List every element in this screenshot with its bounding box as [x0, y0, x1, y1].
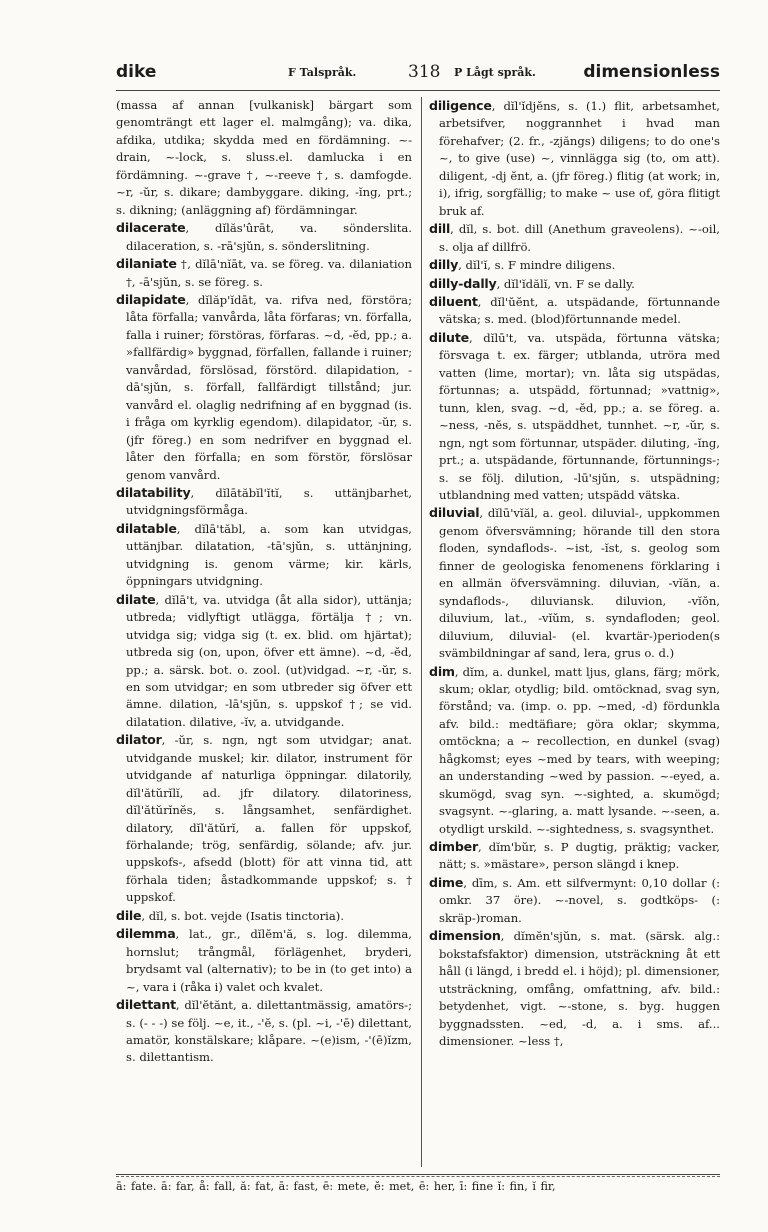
- header-rule: [116, 90, 720, 91]
- entry-headword: dill: [429, 221, 451, 237]
- entry-headword: dilatability: [116, 484, 191, 500]
- entry-diligence: diligence, dĭl'ĭdjĕns, s. (1.) flit, arbetsamhet, arbetsifver, noggrannhet i hvad man förehafver; (2. fr., -zjăngs) diligens; to do one's ~, to give (use) ~, vinnlägga sig (to, om att). diligent, -dj ĕnt, a. (jfr föreg.) flitig (at work; in, i), ifrig, sorgfällig; to make ~ use of, göra flitigt bruk af.: [429, 98, 720, 218]
- entry-headword: dime: [429, 874, 464, 890]
- entry-headword: dile: [116, 907, 142, 923]
- entry-headword: dilacerate: [116, 220, 186, 236]
- entry-headword: diluvial: [429, 505, 480, 521]
- entry-dilute: dilute, dĭlū't, va. utspäda, förtunna vätska; försvaga t. ex. färger; utblanda, utröra med vatten (lime, mortar); vn. låta sig utspädas, förtunnas; a. utspädd, förtunnad; »vattnig», tunn, klen, svag. ~d, -ĕd, pp.; a. se föreg. a. ~ness, -nĕs, s. utspäddhet, tunnhet. ~r, -ŭr, s. ngn, ngt som förtunnar, utspäder. diluting, -ĭng, prt.; a. utspädande, förtunnande, förtunnings-; s. se följ. dilution, -lū'sjŭn, s. utspädning; utblandning med vatten; utspädd vätska.: [429, 329, 720, 502]
- entry-headword: dilate: [116, 591, 156, 607]
- entry-headword: dim: [429, 663, 455, 679]
- pronunciation-key: ā: fate. ā: far, å: fall, ă: fat, ā: fast, ē: mete, ĕ: met, ē: her, ī: fine ĭ: fin, ĭ fir,: [116, 1180, 556, 1193]
- entry-headword: dilute: [429, 329, 469, 345]
- entry-dilatability: dilatability, dĭlātăbĭl'ĭtĭ, s. uttänjbarhet, utvidgningsförmåga.: [116, 484, 412, 518]
- entry-dile: dile, dĭl, s. bot. vejde (Isatis tinctoria).: [116, 907, 344, 923]
- entry-headword: diluent: [429, 293, 478, 309]
- column-divider: [421, 97, 422, 1167]
- entry-headword: dilettant: [116, 997, 176, 1013]
- entry-dilly-dally: dilly-dally, dĭl'ĭdălĭ, vn. F se dally.: [429, 275, 635, 291]
- entry-dilate: dilate, dĭlā't, va. utvidga (åt alla sidor), uttänja; utbreda; vidlyftigt utlägga, förtälja †; vn. utvidga sig; vidga sig (t. ex. blid. om hjärtat); utbreda sig (on, upon, öfver ett ämne). ~d, -ĕd, pp.; a. särsk. bot. o. zool. (ut)vidgad. ~r, -ŭr, s. en som utvidgar; en som utbreder sig öfver ett ämne. dilation, -lā'sjŭn, s. uppskof †; se vid. dilatation. dilative, -ĭv, a. utvidgande.: [116, 591, 412, 729]
- entry-headword: diligence: [429, 98, 492, 113]
- entry-dilacerate: dilacerate, dĭlăs'ûrāt, va. sönderslita. dilaceration, s. -rā'sjŭn, s. sönderslitning.: [116, 220, 412, 253]
- label-vulgar: P Lågt språk.: [454, 66, 536, 79]
- entry-dill: dill, dĭl, s. bot. dill (Anethum graveolens). ~-oil, s. olja af dillfrö.: [429, 221, 720, 254]
- label-colloquial: F Talspråk.: [288, 66, 357, 79]
- entry-headword: dimension: [429, 928, 501, 944]
- footer-rule: [116, 1174, 720, 1175]
- entry-dime: dime, dīm, s. Am. ett silfvermynt: 0,10 dollar (: omkr. 37 öre). ~-novel, s. godtköps- (: skräp-)roman.: [429, 874, 720, 925]
- entry-dim: dim, dĭm, a. dunkel, matt ljus, glans, färg; mörk, skum; oklar, otydlig; bild. omtöcknad, svag syn, förstånd; va. (imp. o. pp. ~med, -d) fördunkla afv. bild.: medtäfiare; göra oklar; skymma, omtöckna; a ~ recollection, en dunkel (svag) hågkomst; eyes ~med by tears, with weeping; an understanding ~wed by passion. ~-eyed, a. skumögd, svag syn. ~-sighted, a. skumögd; svagsynt. ~-glaring, a. matt lysande. ~-seen, a. otydligt urskild. ~-sightedness, s. svagsynthet.: [429, 663, 720, 836]
- entry-diluvial: diluvial, dĭlū'vĭăl, a. geol. diluvial-, uppkommen genom öfversvämning; hörande till den stora floden, syndaflods-. ~ist, -ĭst, s. geolog som finner de geologiska fenomenens förklaring i en allmän öfversvämning. diluvian, -vĭăn, a. syndaflods-, diluviansk. diluvion, -vĭŏn, diluvium, lat., -vĭŭm, s. syndafloden; geol. diluvium, diluvial- (el. kvartär-)perioden(s svämbildningar af sand, lera, grus o. d.): [429, 505, 720, 661]
- entry-headword: dimber: [429, 839, 479, 855]
- entry-headword: dilatable: [116, 520, 177, 536]
- page-number: 318: [408, 62, 441, 82]
- right-column: [429, 97, 720, 1050]
- page-header: [116, 60, 720, 90]
- entry-dilatable: dilatable, dĭlā'tăbl, a. som kan utvidgas, uttänjbar. dilatation, -tā'sjŭn, s. uttänjning, utvidgning is. genom värme; kir. kärls, öppningars utvidgning.: [116, 520, 412, 589]
- entry-dilemma: dilemma, lat., gr., dĭlĕm'ă, s. log. dilemma, hornslut; trångmål, förlägenhet, bryderi, brydsamt val (alternativ); to be in (to get into) a ~, vara i (råka i) valet och kvalet.: [116, 926, 412, 994]
- entry-headword: dilator: [116, 732, 162, 748]
- entry-dilator: dilator, -ŭr, s. ngn, ngt som utvidgar; anat. utvidgande muskel; kir. dilator, instrument för utvidgande af naturliga öppningar. dilatorily, dĭl'ătŭrĭlĭ, ad. jfr dilatory. dilatoriness, dĭl'ătŭrĭnĕs, s. långsamhet, senfärdighet. dilatory, dĭl'ătŭrĭ, a. fallen för uppskof, förhalande; trög, senfärdig, sölande; afv. jur. uppskofs-, afsedd (blott) för att vinna tid, att förhala tiden; åstadkommande uppskof; s. † uppskof.: [116, 732, 412, 905]
- entry-headword: dilemma: [116, 926, 176, 942]
- left-column: [116, 97, 412, 1067]
- entry-dilly: dilly, dĭl'ĭ, s. F mindre diligens.: [429, 257, 616, 273]
- entry-headword: dilapidate: [116, 291, 186, 307]
- entry-dimension: dimension, dĭmĕn'sjŭn, s. mat. (särsk. alg.: bokstafsfaktor) dimension, utsträckning åt ett håll (i längd, i bredd el. i höjd); pl. dimensioner, utsträckning, omfång, omfattning, afv. bild.: betydenhet, vigt. ~-stone, s. byg. huggen byggnadssten. ~ed, -d, a. i sms. af... dimensioner. ~less †,: [429, 928, 720, 1049]
- entry-headword: dilly-dally: [429, 275, 497, 291]
- entry-diluent: diluent, dĭl'ŭĕnt, a. utspädande, förtunnande vätska; s. med. (blod)förtunnande medel.: [429, 293, 720, 327]
- entry-headword: dilly: [429, 257, 459, 273]
- footer-rule-dashed: [116, 1176, 720, 1177]
- entry-headword: dilaniate: [116, 256, 177, 272]
- guide-word-right: dimensionless: [583, 62, 720, 82]
- entry-continuation: (massa af annan [vulkanisk] bärgart som genomträngt ett lager el. malmgång); va. dika, afdika, utdika; skydda med en fördämning. ~-drain, ~-lock, s. sluss.el. damlucka i en fördämning. ~-grave †, ~-reeve †, s. damfogde. ~r, -ŭr, s. dikare; dambyggare. diking, -ĭng, prt.; s. dikning; (anläggning af) fördämningar.: [116, 98, 412, 217]
- entry-dilapidate: dilapidate, dĭlăp'ĭdāt, va. rifva ned, förstöra; låta förfalla; vanvårda, låta förfaras; vn. förfalla, falla i ruiner; förstöras, förfaras. ~d, -ĕd, pp.; a. »fallfärdig» byggnad, förfallen, fallande i ruiner; vanvårdad, förslösad, förstörd. dilapidation, -dā'sjŭn, s. förfall, fallfärdigt tillstånd; jur. vanvård el. olaglig nedrifning af en byggnad (is. i fråga om kyrklig egendom). dilapidator, -ŭr, s. (jfr föreg.) en som nedrifver en byggnad el. låter den förfalla; en som förstör, förslösar genom vanvård.: [116, 291, 412, 482]
- guide-word-left: dike: [116, 62, 157, 82]
- entry-dimber: dimber, dĭm'bŭr, s. P dugtig, präktig; vacker, nätt; s. »mästare», person slängd i knep.: [429, 839, 720, 872]
- entry-dilettant: dilettant, dĭl'ĕtănt, a. dilettantmässig, amatörs-; s. (- - -) se följ. ~e, it., -'ĕ, s. (pl. ~i, -'ē) dilettant, amatör, konstälskare; klåpare. ~(e)ism, -'(ē)ĭzm, s. dilettantism.: [116, 997, 412, 1065]
- entry-dilaniate: dilaniate †, dĭlā'nĭāt, va. se föreg. va. dilaniation †, -ā'sjŭn, s. se föreg. s.: [116, 256, 412, 289]
